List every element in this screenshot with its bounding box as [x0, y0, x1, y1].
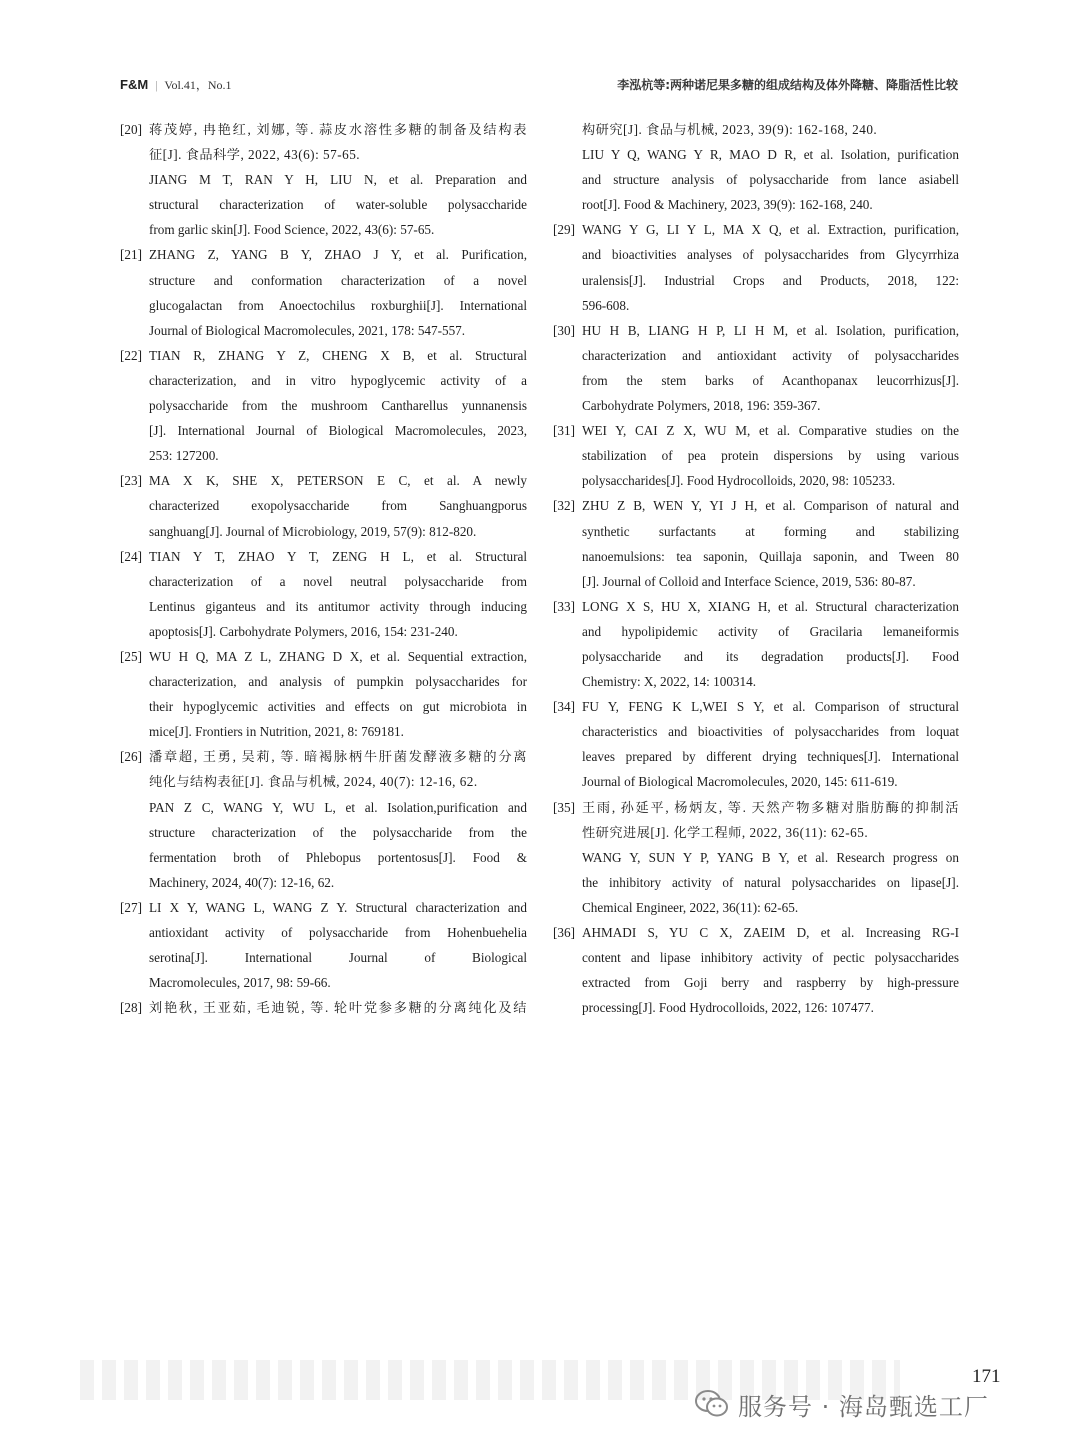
reference-line: WANG Y G, LI Y L, MA X Q, et al. Extraction, purification,	[582, 222, 959, 238]
references-right-column	[553, 117, 959, 1020]
reference-line: TIAN R, ZHANG Y Z, CHENG X B, et al. Structural	[149, 347, 527, 363]
reference-line: polysaccharide and its degradation products[J]. Food	[582, 648, 959, 664]
reference-line: characterized exopolysaccharide from Sanghuangporus	[149, 498, 527, 514]
reference-line: characterization, and analysis of pumpkin polysaccharides for	[149, 674, 527, 690]
running-title: 李泓杭等:两种诺尼果多糖的组成结构及体外降糖、降脂活性比较	[617, 78, 958, 92]
reference-number: [32]	[553, 498, 575, 514]
reference-entry	[120, 744, 527, 895]
reference-line: and structure analysis of polysaccharide from lance asiabell	[582, 172, 959, 188]
reference-line: fermentation broth of Phlebopus portentosus[J]. Food &	[149, 849, 527, 865]
reference-line: WEI Y, CAI Z X, WU M, et al. Comparative studies on the	[582, 423, 959, 439]
reference-line: stabilization of pea protein dispersions by using various	[582, 448, 959, 464]
reference-line: HU H B, LIANG H P, LI H M, et al. Isolation, purification,	[582, 322, 959, 338]
reference-number: [35]	[553, 799, 575, 815]
reference-line: JIANG M T, RAN Y H, LIU N, et al. Preparation and	[149, 172, 527, 188]
reference-line: Macromolecules, 2017, 98: 59-66.	[149, 975, 331, 991]
reference-line: content and lipase inhibitory activity of pectic polysaccharides	[582, 950, 959, 966]
reference-line: structure characterization of the polysaccharide from the	[149, 824, 527, 840]
reference-line: ZHU Z B, WEN Y, YI J H, et al. Comparison of natural and	[582, 498, 959, 514]
reference-entry	[120, 544, 527, 644]
reference-line: characterization, and in vitro hypoglycemic activity of a	[149, 372, 527, 388]
reference-entry	[120, 343, 527, 468]
reference-entry	[120, 117, 527, 242]
reference-line: from garlic skin[J]. Food Science, 2022, 43(6): 57-65.	[149, 222, 435, 238]
reference-line: Machinery, 2024, 40(7): 12-16, 62.	[149, 874, 335, 890]
reference-line: extracted from Goji berry and raspberry by high-pressure	[582, 975, 959, 991]
reference-entry	[553, 493, 959, 593]
reference-number: [28]	[120, 1000, 142, 1016]
reference-entry	[553, 694, 959, 794]
reference-line: sanghuang[J]. Journal of Microbiology, 2019, 57(9): 812-820.	[149, 523, 477, 539]
reference-entry	[553, 217, 959, 317]
wechat-icon	[694, 1389, 730, 1419]
reference-line: AHMADI S, YU C X, ZAEIM D, et al. Increasing RG-I	[582, 925, 959, 940]
reference-number: [36]	[553, 925, 575, 940]
reference-entry	[553, 117, 959, 217]
reference-entry	[120, 995, 527, 1020]
reference-line: WANG Y, SUN Y P, YANG B Y, et al. Research progress on	[582, 849, 959, 865]
reference-line: characterization and antioxidant activity of polysaccharides	[582, 347, 959, 363]
reference-line: Chemical Engineer, 2022, 36(11): 62-65.	[582, 899, 799, 915]
reference-line: WU H Q, MA Z L, ZHANG D X, et al. Sequential extraction,	[149, 648, 527, 664]
volume-issue: Vol.41，No.1	[164, 78, 232, 92]
reference-entry	[553, 920, 959, 1020]
reference-number: [29]	[553, 222, 575, 238]
reference-line: 纯化与结构表征[J]. 食品与机械, 2024, 40(7): 12-16, 62.	[149, 774, 478, 790]
reference-line: Chemistry: X, 2022, 14: 100314.	[582, 674, 757, 690]
journal-info	[120, 76, 232, 93]
reference-line: 596-608.	[582, 297, 630, 313]
reference-line: polysaccharides[J]. Food Hydrocolloids, 2020, 98: 105233.	[582, 473, 896, 489]
watermark	[694, 1384, 989, 1424]
reference-entry	[120, 895, 527, 995]
reference-line: structure and conformation characterization of a novel	[149, 272, 527, 288]
reference-line: and bioactivities analyses of polysaccharides from Glycyrrhiza	[582, 247, 959, 263]
reference-line: 构研究[J]. 食品与机械, 2023, 39(9): 162-168, 240.	[582, 122, 878, 137]
reference-line: MA X K, SHE X, PETERSON E C, et al. A newly	[149, 473, 527, 489]
reference-line: 253: 127200.	[149, 448, 219, 464]
reference-line: the inhibitory activity of natural polysaccharides on lipase[J].	[582, 874, 959, 890]
reference-line: ZHANG Z, YANG B Y, ZHAO J Y, et al. Purification,	[149, 247, 527, 263]
reference-line: structural characterization of water-soluble polysaccharide	[149, 197, 527, 213]
running-header	[120, 76, 958, 94]
reference-line: 征[J]. 食品科学, 2022, 43(6): 57-65.	[149, 147, 361, 163]
reference-entry	[120, 644, 527, 744]
reference-line: [J]. International Journal of Biological Macromolecules, 2023,	[149, 423, 527, 439]
reference-line: from the stem barks of Acanthopanax leucorrhizus[J].	[582, 372, 959, 388]
reference-entry	[553, 795, 959, 920]
reference-line: LI X Y, WANG L, WANG Z Y. Structural characterization and	[149, 899, 527, 915]
reference-entry	[553, 418, 959, 493]
header-separator: |	[155, 78, 158, 92]
reference-line: leaves prepared by different drying techniques[J]. International	[582, 749, 959, 765]
watermark-text: 服务号 · 海岛甄选工厂	[738, 1392, 989, 1421]
reference-line: LONG X S, HU X, XIANG H, et al. Structural characterization	[582, 598, 959, 614]
reference-line: root[J]. Food & Machinery, 2023, 39(9): 162-168, 240.	[582, 197, 873, 213]
page-number: 171	[972, 1366, 1001, 1387]
reference-line: 潘章超, 王勇, 吴莉, 等. 暗褐脉柄牛肝菌发酵液多糖的分离	[149, 749, 527, 765]
reference-number: [30]	[553, 322, 575, 338]
reference-line: uralensis[J]. Industrial Crops and Products, 2018, 122:	[582, 272, 959, 288]
reference-line: serotina[J]. International Journal of Biological	[149, 950, 527, 966]
reference-number: [33]	[553, 598, 575, 614]
reference-line: and hypolipidemic activity of Gracilaria lemaneiformis	[582, 623, 959, 639]
reference-line: Journal of Biological Macromolecules, 2020, 145: 611-619.	[582, 774, 898, 790]
reference-line: LIU Y Q, WANG Y R, MAO D R, et al. Isolation, purification	[582, 147, 959, 163]
reference-line: 蒋茂婷, 冉艳红, 刘娜, 等. 蒜皮水溶性多糖的制备及结构表	[149, 122, 527, 137]
reference-line: PAN Z C, WANG Y, WU L, et al. Isolation,purification and	[149, 799, 527, 815]
reference-line: polysaccharide from the mushroom Cantharellus yunnanensis	[149, 398, 527, 414]
reference-line: their hypoglycemic activities and effects on gut microbiota in	[149, 699, 527, 715]
reference-line: mice[J]. Frontiers in Nutrition, 2021, 8: 769181.	[149, 724, 404, 740]
reference-line: 刘艳秋, 王亚茹, 毛迪锐, 等. 轮叶党参多糖的分离纯化及结	[149, 1000, 527, 1016]
references-left-column	[120, 117, 527, 1020]
reference-line: FU Y, FENG K L,WEI S Y, et al. Comparison of structural	[582, 699, 959, 715]
reference-line: 王雨, 孙延平, 杨炳友, 等. 天然产物多糖对脂肪酶的抑制活	[582, 799, 959, 815]
reference-number: [23]	[120, 473, 142, 489]
reference-number: [21]	[120, 247, 142, 263]
reference-line: antioxidant activity of polysaccharide from Hohenbuehelia	[149, 925, 527, 940]
reference-line: apoptosis[J]. Carbohydrate Polymers, 2016, 154: 231-240.	[149, 623, 458, 639]
reference-line: glucogalactan from Anoectochilus roxburghii[J]. International	[149, 297, 527, 313]
reference-number: [24]	[120, 548, 142, 564]
reference-entry	[120, 468, 527, 543]
reference-number: [26]	[120, 749, 142, 765]
reference-line: TIAN Y T, ZHAO Y T, ZENG H L, et al. Structural	[149, 548, 527, 564]
reference-entry	[120, 242, 527, 342]
reference-number: [25]	[120, 648, 142, 664]
reference-number: [27]	[120, 899, 142, 915]
reference-number: [22]	[120, 347, 142, 363]
reference-line: characterization of a novel neutral polysaccharide from	[149, 573, 527, 589]
reference-line: processing[J]. Food Hydrocolloids, 2022, 126: 107477.	[582, 1000, 874, 1016]
reference-entry	[553, 594, 959, 694]
reference-number: [31]	[553, 423, 575, 439]
reference-number: [20]	[120, 122, 142, 137]
reference-line: Journal of Biological Macromolecules, 2021, 178: 547-557.	[149, 322, 466, 338]
reference-number: [34]	[553, 699, 575, 715]
reference-line: Lentinus giganteus and its antitumor activity through inducing	[149, 598, 527, 614]
reference-line: [J]. Journal of Colloid and Interface Science, 2019, 536: 80-87.	[582, 573, 916, 589]
reference-line: Carbohydrate Polymers, 2018, 196: 359-367.	[582, 398, 821, 414]
reference-entry	[553, 318, 959, 418]
reference-line: characteristics and bioactivities of polysaccharides from loquat	[582, 724, 959, 740]
reference-line: nanoemulsions: tea saponin, Quillaja saponin, and Tween 80	[582, 548, 959, 564]
reference-line: synthetic surfactants at forming and stabilizing	[582, 523, 959, 539]
journal-logo: F&M	[120, 77, 149, 92]
reference-line: 性研究进展[J]. 化学工程师, 2022, 36(11): 62-65.	[582, 824, 869, 840]
